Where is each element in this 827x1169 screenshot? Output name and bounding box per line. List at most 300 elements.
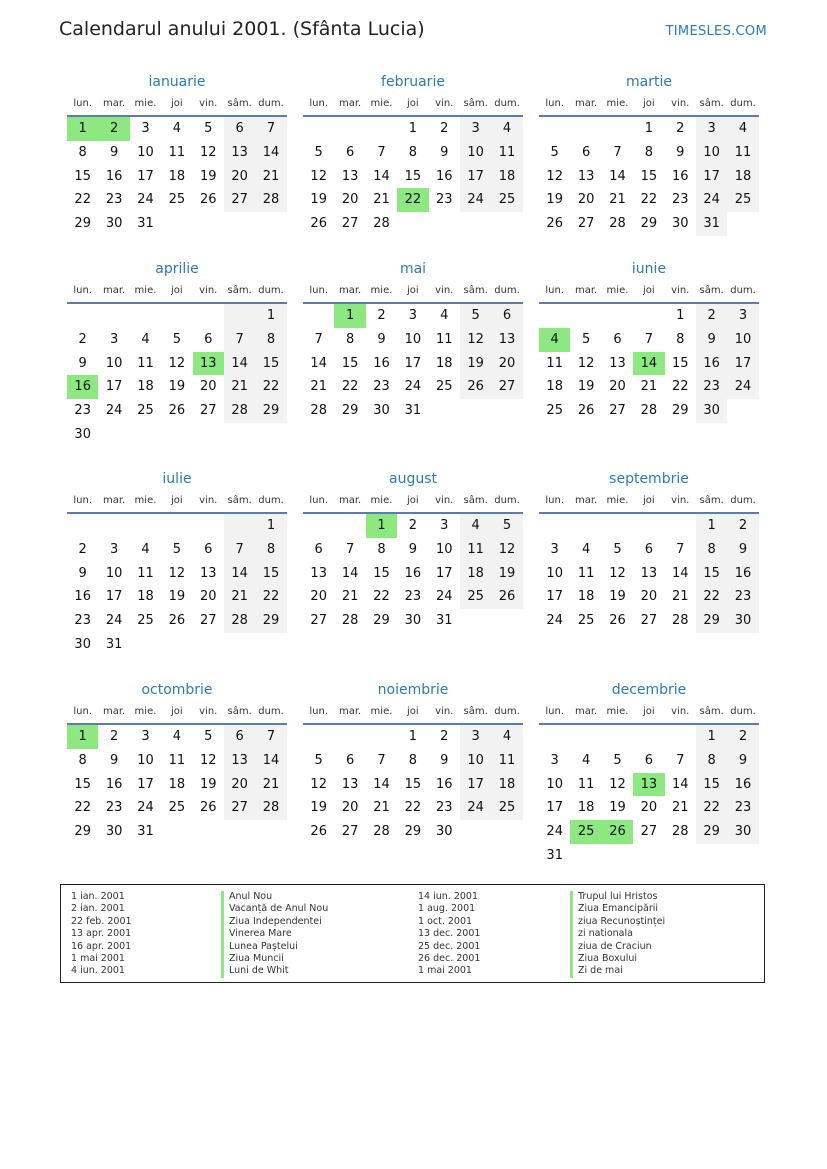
- weekday-label: mie.: [606, 495, 629, 506]
- day-cell: 29: [696, 609, 727, 633]
- day-cell: 4: [141, 541, 150, 557]
- day-cell: 4: [581, 541, 591, 557]
- day-cell: 28: [640, 403, 658, 419]
- day-cell: 30: [435, 824, 453, 840]
- day-cell: 21: [255, 165, 286, 189]
- day-cell: 18: [577, 589, 595, 605]
- weekday-header: [303, 703, 523, 725]
- day-cell: 7: [224, 328, 255, 352]
- weekday-label: sâm.: [463, 706, 488, 717]
- weekday-header: [67, 703, 287, 725]
- day-cell: 20: [310, 589, 327, 605]
- holiday-day: 2: [98, 117, 129, 141]
- day-cell: 14: [224, 562, 255, 586]
- day-cell: 19: [609, 589, 626, 605]
- month-name: octombrie: [141, 682, 213, 698]
- month-iunie: [539, 260, 759, 423]
- day-cell: 10: [460, 749, 491, 773]
- weekday-label: joi: [171, 706, 183, 717]
- day-cell: 9: [109, 144, 119, 160]
- day-cell: 19: [310, 800, 327, 816]
- month-name: martie: [626, 74, 672, 90]
- day-cell: 6: [204, 331, 213, 347]
- day-cell: 11: [168, 144, 186, 160]
- day-grid: [539, 725, 759, 868]
- legend-date: 1 oct. 2001: [418, 915, 473, 927]
- weekday-label: joi: [407, 285, 419, 296]
- weekday-label: lun.: [309, 495, 329, 506]
- day-cell: 22: [341, 379, 359, 395]
- day-cell: 12: [310, 168, 327, 184]
- day-cell: 22: [255, 375, 286, 399]
- empty-cell: [161, 304, 192, 328]
- day-cell: 10: [546, 776, 563, 792]
- weekday-label: lun.: [73, 285, 93, 296]
- day-cell: 3: [141, 729, 150, 744]
- day-cell: 21: [671, 589, 689, 605]
- day-cell: 11: [577, 565, 595, 581]
- day-cell: 21: [671, 800, 689, 816]
- day-cell: 16: [435, 776, 453, 792]
- page-title: Calendarul anului 2001. (Sfânta Lucia): [59, 18, 425, 40]
- day-cell: 1: [676, 308, 685, 323]
- day-cell: 20: [199, 379, 217, 395]
- weekday-header: [539, 703, 759, 725]
- day-cell: 5: [172, 331, 181, 347]
- weekday-label: vin.: [671, 495, 690, 506]
- day-cell: 24: [435, 589, 453, 605]
- day-cell: 6: [314, 541, 323, 557]
- day-cell: 16: [727, 773, 758, 797]
- day-cell: 28: [609, 216, 626, 232]
- legend-holiday-name: Ziua Emancipării: [570, 903, 665, 915]
- day-cell: 13: [310, 565, 327, 581]
- weekday-label: sâm.: [227, 98, 252, 109]
- day-cell: 19: [577, 379, 595, 395]
- day-cell: 9: [727, 749, 758, 773]
- day-cell: 3: [550, 541, 559, 557]
- day-cell: 8: [696, 538, 727, 562]
- day-cell: 11: [137, 565, 154, 581]
- empty-cell: [303, 725, 334, 749]
- day-cell: 15: [373, 565, 390, 581]
- day-cell: 7: [377, 144, 386, 160]
- day-cell: 27: [341, 824, 359, 840]
- weekday-label: sâm.: [227, 495, 252, 506]
- day-cell: 14: [609, 168, 626, 184]
- weekday-label: sâm.: [463, 285, 488, 296]
- day-cell: 6: [224, 725, 255, 749]
- legend-holiday-name: Trupul lui Hristos: [570, 891, 665, 903]
- day-grid: [303, 117, 523, 236]
- weekday-label: vin.: [435, 706, 454, 717]
- empty-cell: [665, 514, 696, 538]
- day-cell: 23: [74, 613, 91, 629]
- weekday-label: mie.: [134, 98, 157, 109]
- empty-cell: [224, 304, 255, 328]
- weekday-label: mie.: [134, 706, 157, 717]
- day-cell: 18: [460, 562, 491, 586]
- empty-cell: [130, 514, 161, 538]
- day-cell: 25: [460, 585, 491, 609]
- day-cell: 16: [105, 776, 123, 792]
- day-grid: [539, 304, 759, 423]
- day-cell: 31: [137, 216, 154, 232]
- day-cell: 26: [310, 824, 327, 840]
- day-cell: 4: [141, 331, 150, 347]
- day-cell: 24: [460, 188, 491, 212]
- day-cell: 27: [224, 796, 255, 820]
- legend-holiday-name: ziua Recunoștinței: [570, 916, 665, 928]
- empty-cell: [665, 725, 696, 749]
- day-cell: 15: [696, 562, 727, 586]
- day-cell: 27: [640, 824, 658, 840]
- day-cell: 7: [255, 117, 286, 141]
- weekday-label: lun.: [73, 706, 93, 717]
- weekday-label: mar.: [574, 98, 598, 109]
- weekday-label: vin.: [671, 706, 690, 717]
- day-cell: 12: [577, 355, 595, 371]
- day-cell: 8: [345, 331, 355, 347]
- empty-cell: [366, 117, 397, 141]
- day-cell: 27: [224, 188, 255, 212]
- legend-names-right: [570, 891, 665, 978]
- day-cell: 30: [373, 403, 390, 419]
- day-cell: 21: [310, 379, 327, 395]
- legend-date: 16 apr. 2001: [71, 940, 132, 952]
- day-cell: 19: [168, 379, 186, 395]
- holiday-legend: [60, 884, 765, 983]
- day-cell: 20: [224, 165, 255, 189]
- day-cell: 20: [609, 379, 626, 395]
- day-cell: 4: [727, 117, 758, 141]
- day-cell: 9: [377, 331, 386, 347]
- day-cell: 2: [377, 308, 386, 323]
- month-name: aprilie: [155, 261, 199, 277]
- day-cell: 26: [577, 403, 595, 419]
- day-cell: 30: [727, 820, 758, 844]
- weekday-label: mar.: [102, 98, 126, 109]
- day-cell: 3: [141, 121, 150, 136]
- day-cell: 13: [491, 328, 522, 352]
- legend-date: 25 dec. 2001: [418, 940, 481, 952]
- day-cell: 12: [168, 565, 186, 581]
- day-cell: 14: [341, 565, 359, 581]
- day-cell: 22: [255, 585, 286, 609]
- day-cell: 7: [255, 725, 286, 749]
- day-cell: 24: [105, 403, 123, 419]
- day-grid: [67, 117, 287, 236]
- day-cell: 26: [609, 613, 626, 629]
- day-cell: 19: [491, 562, 522, 586]
- day-cell: 4: [491, 117, 522, 141]
- day-cell: 2: [109, 729, 119, 744]
- day-cell: 27: [341, 216, 359, 232]
- weekday-label: sâm.: [227, 285, 252, 296]
- day-cell: 17: [460, 773, 491, 797]
- day-cell: 13: [640, 565, 658, 581]
- day-cell: 17: [546, 589, 563, 605]
- day-cell: 20: [224, 773, 255, 797]
- day-cell: 23: [404, 589, 422, 605]
- empty-cell: [602, 117, 633, 141]
- weekday-header: [539, 95, 759, 117]
- weekday-label: sâm.: [699, 495, 724, 506]
- weekday-label: joi: [407, 98, 419, 109]
- weekday-label: mar.: [102, 706, 126, 717]
- weekday-label: dum.: [730, 495, 756, 506]
- day-cell: 27: [640, 613, 658, 629]
- weekday-header: [303, 492, 523, 514]
- weekday-label: mie.: [606, 706, 629, 717]
- day-cell: 13: [577, 168, 595, 184]
- legend-date: 2 ian. 2001: [71, 903, 125, 915]
- empty-cell: [224, 514, 255, 538]
- day-cell: 20: [341, 800, 359, 816]
- day-cell: 8: [255, 538, 286, 562]
- legend-holiday-name: Ziua Muncii: [221, 953, 328, 965]
- weekday-label: mar.: [338, 706, 362, 717]
- day-cell: 12: [199, 752, 217, 768]
- weekday-label: vin.: [435, 98, 454, 109]
- weekday-header: [303, 95, 523, 117]
- day-cell: 6: [581, 144, 591, 160]
- holiday-day: 4: [539, 328, 570, 352]
- empty-cell: [334, 725, 365, 749]
- day-cell: 16: [373, 355, 390, 371]
- day-grid: [539, 514, 759, 633]
- day-cell: 10: [137, 144, 154, 160]
- day-cell: 26: [460, 375, 491, 399]
- day-cell: 31: [435, 613, 453, 629]
- empty-cell: [539, 117, 570, 141]
- day-cell: 21: [255, 773, 286, 797]
- day-cell: 26: [199, 800, 217, 816]
- day-cell: 27: [577, 216, 595, 232]
- weekday-label: vin.: [199, 495, 218, 506]
- day-cell: 11: [137, 355, 154, 371]
- day-cell: 13: [341, 776, 359, 792]
- day-cell: 15: [74, 168, 91, 184]
- month-februarie: [303, 73, 523, 236]
- empty-cell: [633, 304, 664, 328]
- day-cell: 5: [613, 752, 622, 768]
- day-cell: 28: [224, 609, 255, 633]
- day-cell: 27: [310, 613, 327, 629]
- day-cell: 12: [310, 776, 327, 792]
- day-cell: 9: [676, 144, 685, 160]
- day-cell: 17: [435, 565, 453, 581]
- month-name: mai: [399, 261, 427, 277]
- legend-date: 13 dec. 2001: [418, 928, 481, 940]
- day-cell: 13: [341, 168, 359, 184]
- day-cell: 12: [491, 538, 522, 562]
- day-cell: 17: [727, 352, 758, 376]
- empty-cell: [570, 725, 601, 749]
- day-cell: 17: [105, 379, 123, 395]
- day-cell: 6: [644, 541, 653, 557]
- day-cell: 12: [199, 144, 217, 160]
- day-cell: 19: [199, 776, 217, 792]
- day-cell: 25: [491, 796, 522, 820]
- day-cell: 28: [671, 824, 689, 840]
- day-cell: 22: [696, 796, 727, 820]
- day-cell: 6: [345, 752, 355, 768]
- empty-cell: [193, 514, 224, 538]
- day-cell: 1: [696, 514, 727, 538]
- weekday-header: [539, 492, 759, 514]
- day-cell: 25: [168, 800, 186, 816]
- legend-holiday-name: Zi de mai: [570, 965, 665, 977]
- day-cell: 22: [404, 800, 422, 816]
- day-cell: 27: [199, 613, 217, 629]
- day-cell: 17: [696, 165, 727, 189]
- weekday-label: sâm.: [463, 98, 488, 109]
- day-cell: 15: [255, 562, 286, 586]
- weekday-label: mar.: [338, 495, 362, 506]
- legend-dates-left: [71, 891, 132, 978]
- day-cell: 14: [671, 776, 689, 792]
- brand-link[interactable]: TIMESLES.COM: [665, 24, 767, 39]
- empty-cell: [193, 304, 224, 328]
- day-cell: 14: [310, 355, 327, 371]
- day-cell: 7: [613, 144, 622, 160]
- day-cell: 1: [255, 514, 286, 538]
- day-cell: 16: [74, 589, 91, 605]
- holiday-day: 22: [397, 188, 428, 212]
- holiday-day: 14: [633, 352, 664, 376]
- empty-cell: [130, 304, 161, 328]
- weekday-label: mar.: [574, 285, 598, 296]
- day-cell: 20: [491, 352, 522, 376]
- weekday-label: lun.: [545, 495, 565, 506]
- day-cell: 28: [255, 796, 286, 820]
- day-cell: 6: [204, 541, 213, 557]
- day-cell: 11: [491, 749, 522, 773]
- day-cell: 27: [199, 403, 217, 419]
- weekday-label: lun.: [309, 706, 329, 717]
- day-cell: 18: [168, 168, 186, 184]
- empty-cell: [67, 514, 98, 538]
- day-cell: 29: [74, 216, 91, 232]
- day-cell: 2: [440, 729, 449, 744]
- legend-holiday-name: Anul Nou: [221, 891, 328, 903]
- day-cell: 19: [609, 800, 626, 816]
- day-cell: 21: [341, 589, 359, 605]
- weekday-label: joi: [171, 495, 183, 506]
- weekday-label: dum.: [258, 285, 284, 296]
- day-cell: 31: [546, 847, 563, 863]
- holiday-day: 26: [602, 820, 633, 844]
- empty-cell: [303, 117, 334, 141]
- day-cell: 28: [373, 824, 390, 840]
- legend-date: 13 apr. 2001: [71, 928, 132, 940]
- day-cell: 11: [435, 331, 453, 347]
- day-cell: 14: [255, 749, 286, 773]
- weekday-header: [67, 282, 287, 304]
- day-cell: 7: [345, 541, 355, 557]
- weekday-label: vin.: [199, 706, 218, 717]
- weekday-label: mie.: [134, 495, 157, 506]
- day-cell: 18: [546, 379, 563, 395]
- day-cell: 22: [74, 192, 91, 208]
- day-cell: 13: [224, 141, 255, 165]
- weekday-label: vin.: [435, 495, 454, 506]
- month-name: iunie: [631, 261, 667, 277]
- day-cell: 10: [137, 752, 154, 768]
- weekday-label: dum.: [494, 495, 520, 506]
- day-grid: [67, 725, 287, 844]
- day-cell: 29: [671, 403, 689, 419]
- legend-date: 14 iun. 2001: [418, 891, 479, 902]
- day-cell: 10: [727, 328, 758, 352]
- day-cell: 23: [696, 375, 727, 399]
- day-cell: 8: [78, 752, 87, 768]
- day-cell: 22: [640, 192, 658, 208]
- day-cell: 26: [199, 192, 217, 208]
- weekday-label: sâm.: [227, 706, 252, 717]
- weekday-header: [67, 492, 287, 514]
- weekday-label: vin.: [435, 285, 454, 296]
- day-cell: 30: [404, 613, 422, 629]
- day-cell: 12: [546, 168, 563, 184]
- legend-holiday-name: Vinerea Mare: [221, 928, 328, 940]
- day-cell: 4: [460, 514, 491, 538]
- day-cell: 29: [341, 403, 359, 419]
- day-cell: 17: [137, 776, 154, 792]
- day-cell: 11: [168, 752, 186, 768]
- day-cell: 29: [696, 820, 727, 844]
- weekday-label: sâm.: [699, 285, 724, 296]
- day-cell: 1: [408, 729, 417, 744]
- day-cell: 17: [460, 165, 491, 189]
- weekday-label: sâm.: [699, 706, 724, 717]
- legend-date: 1 mai 2001: [71, 953, 125, 965]
- day-cell: 3: [109, 541, 119, 557]
- day-cell: 23: [435, 800, 453, 816]
- day-cell: 1: [255, 304, 286, 328]
- day-cell: 18: [435, 355, 453, 371]
- day-cell: 6: [613, 331, 622, 347]
- weekday-label: joi: [643, 285, 655, 296]
- day-cell: 28: [310, 403, 327, 419]
- empty-cell: [67, 304, 98, 328]
- day-grid: [67, 514, 287, 657]
- day-cell: 9: [78, 565, 87, 581]
- day-cell: 10: [404, 331, 422, 347]
- day-cell: 6: [345, 144, 355, 160]
- day-cell: 8: [408, 752, 417, 768]
- day-cell: 14: [671, 565, 689, 581]
- day-cell: 19: [168, 589, 186, 605]
- day-cell: 8: [377, 541, 386, 557]
- weekday-label: mie.: [370, 285, 393, 296]
- day-cell: 25: [137, 403, 154, 419]
- day-cell: 30: [105, 824, 123, 840]
- day-cell: 8: [644, 144, 653, 160]
- day-cell: 27: [491, 375, 522, 399]
- legend-names-left: [221, 891, 328, 978]
- month-noiembrie: [303, 681, 523, 844]
- day-cell: 14: [224, 352, 255, 376]
- day-cell: 10: [546, 565, 563, 581]
- month-name: august: [389, 471, 437, 487]
- day-cell: 28: [255, 188, 286, 212]
- legend-date: 1 aug. 2001: [418, 903, 476, 915]
- day-cell: 5: [460, 304, 491, 328]
- day-cell: 5: [314, 144, 323, 160]
- holiday-day: 13: [193, 352, 224, 376]
